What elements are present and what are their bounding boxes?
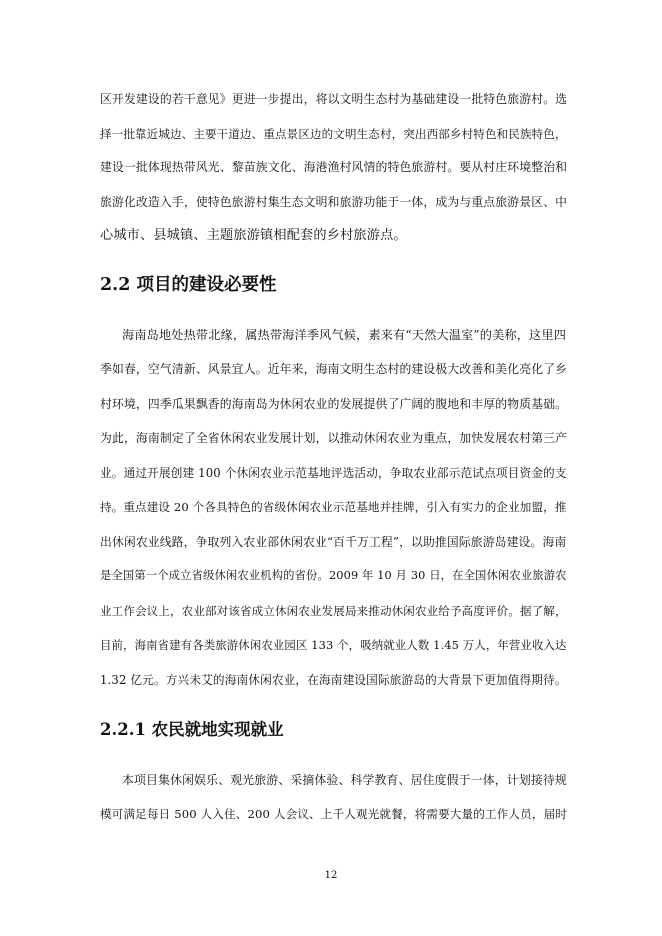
paragraph-2-line-10: 目前，海南省建有各类旅游休闲农业园区 133 个，吸纳就业人数 1.45 万人，年营业收入达 <box>100 638 567 652</box>
page-number: 12 <box>324 870 338 881</box>
paragraph-1-line-1: 区开发建设的若干意见》更进一步提出，将以文明生态村为基础建设一批特色旅游村。选 <box>100 92 568 106</box>
paragraph-2-line-7: 出休闲农业线路，争取列入农业部休闲农业“百千万工程”，以助推国际旅游岛建设。海南 <box>100 535 567 549</box>
paragraph-2-line-4: 为此，海南制定了全省休闲农业发展计划，以推动休闲农业为重点，加快发展农村第三产 <box>100 431 568 445</box>
paragraph-1-line-3: 建设一批体现热带风光、黎苗族文化、海港渔村风情的特色旅游村。要从村庄环境整治和 <box>100 160 568 174</box>
paragraph-2-line-8: 是全国第一个成立省级休闲农业机构的省份。2009 年 10 月 30 日，在全国休闲农业旅游农 <box>100 569 567 582</box>
paragraph-2-line-1: 海南岛地处热带北缘，属热带海洋季风气候，素来有“天然大温室”的美称，这里四 <box>122 328 567 342</box>
section-heading-2-2-1: 2.2.1 农民就地实现就业 <box>100 720 284 739</box>
paragraph-1-line-5: 心城市、县城镇、主题旅游镇相配套的乡村旅游点。 <box>100 228 407 243</box>
paragraph-2-line-9: 业工作会议上，农业部对该省成立休闲农业发展局来推动休闲农业给予高度评价。据了解， <box>100 604 567 618</box>
paragraph-2-line-11: 1.32 亿元。方兴未艾的海南休闲农业，在海南建设国际旅游岛的大背景下更加值得期待。 <box>100 673 567 687</box>
paragraph-1-line-4: 旅游化改造入手，使特色旅游村集生态文明和旅游功能于一体，成为与重点旅游景区、中 <box>100 195 568 209</box>
paragraph-2-line-3: 村环境，四季瓜果飘香的海南岛为休闲农业的发展提供了广阔的腹地和丰厚的物质基础。 <box>100 397 568 411</box>
paragraph-3-line-2: 模可满足每日 500 人入住、200 人会议、上千人观光就餐，将需要大量的工作人员，届时 <box>100 807 568 821</box>
paragraph-3-line-1: 本项目集休闲娱乐、观光旅游、采摘体验、科学教育、居住度假于一体，计划接待规 <box>122 773 567 787</box>
paragraph-2-line-2: 季如春，空气清新、风景宜人。近年来，海南文明生态村的建设极大改善和美化亮化了乡 <box>100 362 568 376</box>
paragraph-2-line-6: 持。重点建设 20 个各具特色的省级休闲农业示范基地并挂牌，引入有实力的企业加盟，推 <box>100 500 567 514</box>
paragraph-2-line-5: 业。通过开展创建 100 个休闲农业示范基地评选活动，争取农业部示范试点项目资金的支 <box>100 466 567 480</box>
section-heading-2-2: 2.2 项目的建设必要性 <box>100 275 277 295</box>
paragraph-1-line-2: 择一批靠近城边、主要干道边、重点景区边的文明生态村，突出西部乡村特色和民族特色， <box>100 127 567 141</box>
